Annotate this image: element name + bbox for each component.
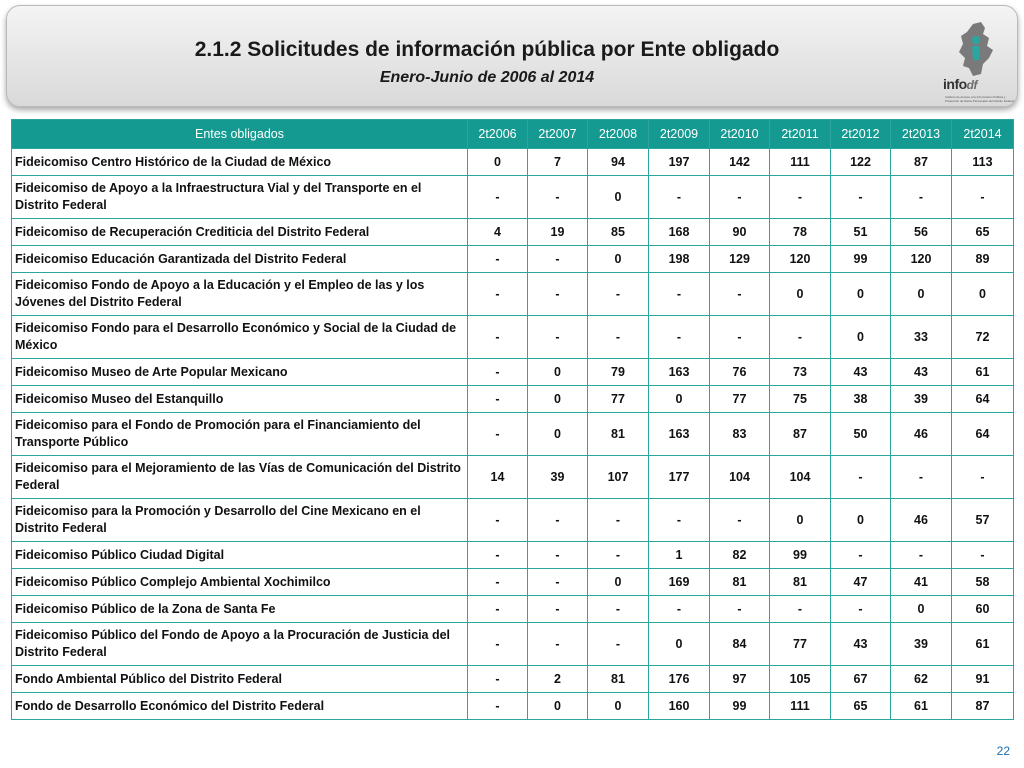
value-cell: 0 [588, 569, 649, 596]
value-cell: 79 [588, 359, 649, 386]
value-cell: 0 [588, 176, 649, 219]
table-row [12, 386, 1014, 413]
value-cell: 129 [710, 246, 770, 273]
value-cell: 64 [952, 413, 1014, 456]
value-cell: - [649, 316, 710, 359]
value-cell: 47 [831, 569, 891, 596]
value-cell: 87 [891, 149, 952, 176]
value-cell: 87 [952, 693, 1014, 720]
table-row [12, 693, 1014, 720]
value-cell: 104 [710, 456, 770, 499]
value-cell: 198 [649, 246, 710, 273]
value-cell: 0 [831, 316, 891, 359]
value-cell: 81 [710, 569, 770, 596]
value-cell: 90 [710, 219, 770, 246]
value-cell: 0 [528, 413, 588, 456]
value-cell: - [588, 316, 649, 359]
value-cell: - [468, 176, 528, 219]
value-cell: 0 [468, 149, 528, 176]
value-cell: 43 [831, 623, 891, 666]
table-row [12, 359, 1014, 386]
value-cell: - [468, 693, 528, 720]
value-cell: 0 [831, 499, 891, 542]
logo-caption: Instituto de Acceso a la Información Pública y Protección de Datos Personales del Distrito Federal [945, 95, 1014, 103]
value-cell: 84 [710, 623, 770, 666]
value-cell: 43 [831, 359, 891, 386]
value-cell: 75 [770, 386, 831, 413]
page-title: 2.1.2 Solicitudes de información pública por Ente obligado [194, 38, 780, 61]
value-cell: - [588, 499, 649, 542]
value-cell: 61 [952, 359, 1014, 386]
value-cell: - [770, 176, 831, 219]
value-cell: - [831, 456, 891, 499]
value-cell: - [468, 273, 528, 316]
value-cell: - [891, 542, 952, 569]
value-cell: - [952, 176, 1014, 219]
value-cell: 0 [952, 273, 1014, 316]
value-cell: - [952, 542, 1014, 569]
value-cell: - [891, 176, 952, 219]
value-cell: 91 [952, 666, 1014, 693]
value-cell: - [528, 596, 588, 623]
value-cell: - [831, 542, 891, 569]
value-cell: 39 [891, 623, 952, 666]
value-cell: 0 [649, 386, 710, 413]
value-cell: 82 [710, 542, 770, 569]
value-cell: - [528, 542, 588, 569]
value-cell: - [468, 316, 528, 359]
table-row [12, 273, 1014, 316]
table-row [12, 596, 1014, 623]
value-cell: 176 [649, 666, 710, 693]
logo-wordmark: infodf [943, 76, 977, 92]
table-row [12, 316, 1014, 359]
value-cell: 107 [588, 456, 649, 499]
info-df-logo [943, 20, 1015, 108]
entity-name-cell: Fideicomiso para el Fondo de Promoción para el Financiamiento del Transporte Público [12, 413, 468, 456]
value-cell: 64 [952, 386, 1014, 413]
table-row [12, 456, 1014, 499]
value-cell: 4 [468, 219, 528, 246]
value-cell: 0 [649, 623, 710, 666]
value-cell: - [468, 623, 528, 666]
entity-name-cell: Fideicomiso para el Mejoramiento de las Vías de Comunicación del Distrito Federal [12, 456, 468, 499]
value-cell: - [528, 273, 588, 316]
value-cell: 0 [770, 273, 831, 316]
value-cell: - [528, 569, 588, 596]
column-header-2t2014: 2t2014 [952, 120, 1014, 149]
value-cell: 122 [831, 149, 891, 176]
value-cell: 0 [588, 693, 649, 720]
value-cell: 0 [891, 273, 952, 316]
entity-name-cell: Fideicomiso Educación Garantizada del Distrito Federal [12, 246, 468, 273]
value-cell: - [528, 499, 588, 542]
value-cell: 169 [649, 569, 710, 596]
value-cell: 120 [770, 246, 831, 273]
value-cell: - [468, 246, 528, 273]
value-cell: 51 [831, 219, 891, 246]
value-cell: 99 [710, 693, 770, 720]
value-cell: 2 [528, 666, 588, 693]
value-cell: 0 [831, 273, 891, 316]
value-cell: 0 [770, 499, 831, 542]
value-cell: - [649, 499, 710, 542]
value-cell: 83 [710, 413, 770, 456]
value-cell: - [770, 596, 831, 623]
value-cell: - [952, 456, 1014, 499]
value-cell: 77 [588, 386, 649, 413]
value-cell: 65 [831, 693, 891, 720]
map-silhouette-icon [943, 20, 1015, 78]
entity-name-cell: Fideicomiso de Recuperación Crediticia del Distrito Federal [12, 219, 468, 246]
value-cell: 104 [770, 456, 831, 499]
table-row [12, 149, 1014, 176]
value-cell: - [468, 666, 528, 693]
value-cell: 111 [770, 693, 831, 720]
value-cell: - [528, 176, 588, 219]
value-cell: - [710, 176, 770, 219]
value-cell: - [649, 596, 710, 623]
entity-name-cell: Fideicomiso Público de la Zona de Santa Fe [12, 596, 468, 623]
column-header-2t2011: 2t2011 [770, 120, 831, 149]
value-cell: 50 [831, 413, 891, 456]
value-cell: 81 [588, 666, 649, 693]
value-cell: 94 [588, 149, 649, 176]
value-cell: 113 [952, 149, 1014, 176]
value-cell: 57 [952, 499, 1014, 542]
entity-name-cell: Fideicomiso Público del Fondo de Apoyo a la Procuración de Justicia del Distrito Federal [12, 623, 468, 666]
value-cell: - [468, 596, 528, 623]
value-cell: 97 [710, 666, 770, 693]
value-cell: 0 [528, 693, 588, 720]
value-cell: 85 [588, 219, 649, 246]
entity-name-cell: Fideicomiso Museo del Estanquillo [12, 386, 468, 413]
value-cell: 62 [891, 666, 952, 693]
value-cell: - [588, 596, 649, 623]
table-row [12, 176, 1014, 219]
value-cell: - [831, 596, 891, 623]
table-row [12, 246, 1014, 273]
value-cell: 61 [952, 623, 1014, 666]
page-subtitle: Enero-Junio de 2006 al 2014 [379, 69, 595, 86]
value-cell: 111 [770, 149, 831, 176]
value-cell: 0 [891, 596, 952, 623]
value-cell: 46 [891, 499, 952, 542]
value-cell: - [710, 316, 770, 359]
value-cell: 77 [710, 386, 770, 413]
table-header-row [12, 120, 1014, 149]
column-header-2t2013: 2t2013 [891, 120, 952, 149]
value-cell: - [649, 176, 710, 219]
value-cell: 14 [468, 456, 528, 499]
value-cell: 168 [649, 219, 710, 246]
column-header-2t2012: 2t2012 [831, 120, 891, 149]
value-cell: 7 [528, 149, 588, 176]
value-cell: 197 [649, 149, 710, 176]
value-cell: 0 [528, 359, 588, 386]
value-cell: - [710, 499, 770, 542]
value-cell: - [528, 316, 588, 359]
value-cell: 60 [952, 596, 1014, 623]
value-cell: 76 [710, 359, 770, 386]
value-cell: 105 [770, 666, 831, 693]
value-cell: - [588, 623, 649, 666]
value-cell: - [831, 176, 891, 219]
value-cell: 65 [952, 219, 1014, 246]
column-header-2t2009: 2t2009 [649, 120, 710, 149]
column-header-2t2007: 2t2007 [528, 120, 588, 149]
entity-name-cell: Fondo de Desarrollo Económico del Distrito Federal [12, 693, 468, 720]
value-cell: 38 [831, 386, 891, 413]
value-cell: 177 [649, 456, 710, 499]
column-header-2t2006: 2t2006 [468, 120, 528, 149]
value-cell: 87 [770, 413, 831, 456]
value-cell: - [588, 273, 649, 316]
value-cell: 160 [649, 693, 710, 720]
value-cell: 72 [952, 316, 1014, 359]
value-cell: 77 [770, 623, 831, 666]
entity-name-cell: Fideicomiso de Apoyo a la Infraestructura Vial y del Transporte en el Distrito Federal [12, 176, 468, 219]
value-cell: - [891, 456, 952, 499]
value-cell: 0 [528, 386, 588, 413]
value-cell: 39 [891, 386, 952, 413]
table-row [12, 499, 1014, 542]
value-cell: 58 [952, 569, 1014, 596]
requests-table [11, 119, 1014, 720]
value-cell: 120 [891, 246, 952, 273]
value-cell: - [649, 273, 710, 316]
table-row [12, 413, 1014, 456]
value-cell: - [528, 246, 588, 273]
entity-name-cell: Fideicomiso para la Promoción y Desarrollo del Cine Mexicano en el Distrito Federal [12, 499, 468, 542]
entity-name-cell: Fideicomiso Público Complejo Ambiental Xochimilco [12, 569, 468, 596]
value-cell: - [468, 386, 528, 413]
value-cell: 99 [831, 246, 891, 273]
value-cell: 33 [891, 316, 952, 359]
value-cell: - [710, 596, 770, 623]
value-cell: 46 [891, 413, 952, 456]
entity-name-cell: Fideicomiso Fondo para el Desarrollo Económico y Social de la Ciudad de México [12, 316, 468, 359]
value-cell: 142 [710, 149, 770, 176]
table-row [12, 569, 1014, 596]
value-cell: 81 [770, 569, 831, 596]
value-cell: 99 [770, 542, 831, 569]
page-number: 22 [996, 744, 1010, 758]
entity-name-cell: Fideicomiso Centro Histórico de la Ciudad de México [12, 149, 468, 176]
table-row [12, 666, 1014, 693]
value-cell: 89 [952, 246, 1014, 273]
entity-name-cell: Fondo Ambiental Público del Distrito Federal [12, 666, 468, 693]
value-cell: 56 [891, 219, 952, 246]
value-cell: 61 [891, 693, 952, 720]
value-cell: 67 [831, 666, 891, 693]
entity-name-cell: Fideicomiso Fondo de Apoyo a la Educación y el Empleo de las y los Jóvenes del Distrito Federal [12, 273, 468, 316]
value-cell: - [468, 542, 528, 569]
value-cell: - [770, 316, 831, 359]
column-header-entes: Entes obligados [12, 120, 468, 149]
table-row [12, 219, 1014, 246]
value-cell: 73 [770, 359, 831, 386]
value-cell: - [468, 413, 528, 456]
value-cell: 43 [891, 359, 952, 386]
value-cell: - [528, 623, 588, 666]
value-cell: 1 [649, 542, 710, 569]
value-cell: 81 [588, 413, 649, 456]
table-row [12, 623, 1014, 666]
value-cell: 0 [588, 246, 649, 273]
entity-name-cell: Fideicomiso Público Ciudad Digital [12, 542, 468, 569]
table-row [12, 542, 1014, 569]
value-cell: 78 [770, 219, 831, 246]
value-cell: - [468, 499, 528, 542]
value-cell: 163 [649, 359, 710, 386]
value-cell: - [588, 542, 649, 569]
value-cell: - [710, 273, 770, 316]
value-cell: 39 [528, 456, 588, 499]
table-body [12, 149, 1014, 720]
value-cell: 163 [649, 413, 710, 456]
value-cell: 19 [528, 219, 588, 246]
value-cell: - [468, 569, 528, 596]
column-header-2t2010: 2t2010 [710, 120, 770, 149]
entity-name-cell: Fideicomiso Museo de Arte Popular Mexicano [12, 359, 468, 386]
title-banner [6, 5, 1018, 107]
value-cell: 41 [891, 569, 952, 596]
column-header-2t2008: 2t2008 [588, 120, 649, 149]
value-cell: - [468, 359, 528, 386]
